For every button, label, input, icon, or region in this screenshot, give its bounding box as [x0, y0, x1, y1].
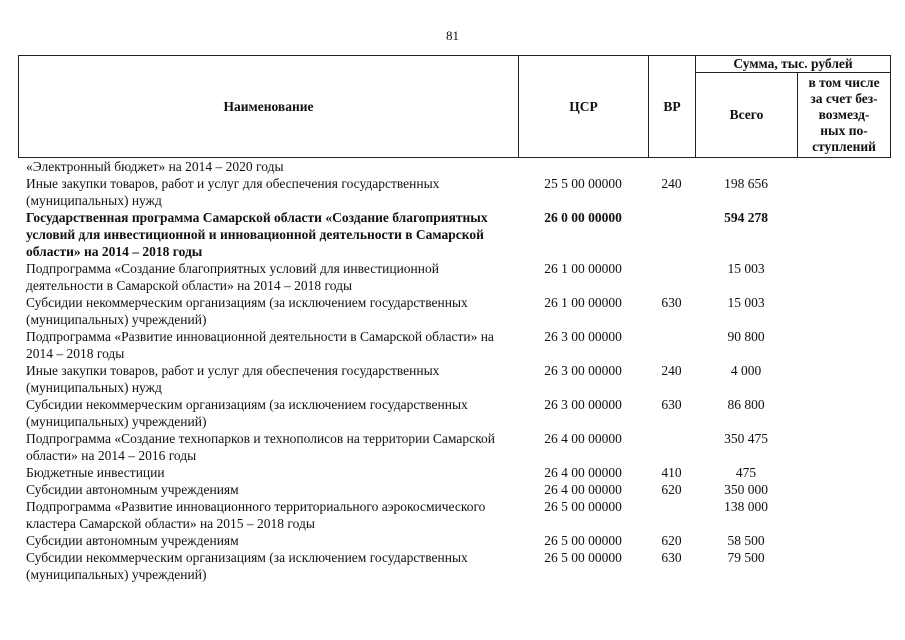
row-incl — [797, 362, 890, 396]
table-row — [18, 328, 890, 362]
row-total: 15 003 — [727, 261, 765, 276]
row-csr: 26 3 00 00000 — [544, 397, 622, 412]
row-csr: 26 0 00 00000 — [544, 210, 622, 225]
row-vr: 630 — [661, 295, 682, 310]
row-vr: 240 — [661, 176, 682, 191]
row-total: 350 000 — [724, 482, 768, 497]
table-row — [18, 532, 890, 549]
row-incl — [797, 328, 890, 362]
table-row — [18, 294, 890, 328]
table-row — [18, 481, 890, 498]
row-csr: 26 4 00 00000 — [544, 465, 622, 480]
row-csr: 25 5 00 00000 — [544, 176, 622, 191]
row-incl — [797, 158, 890, 175]
row-incl — [797, 498, 890, 532]
row-name: Подпрограмма «Создание благоприятных условий для инвестиционной деятельности в Самарской области» на 2014 – 2018 годы — [26, 261, 439, 293]
row-name: Субсидии некоммерческим организациям (за исключением государственных (муниципальных) учреждений) — [26, 295, 468, 327]
row-name: Подпрограмма «Создание технопарков и технополисов на территории Самарской области» на 2014 – 2016 годы — [26, 431, 495, 463]
header-vr: ВР — [649, 56, 696, 158]
row-csr: 26 5 00 00000 — [544, 550, 622, 565]
row-csr: 26 5 00 00000 — [544, 499, 622, 514]
table-header — [18, 55, 891, 158]
budget-table — [18, 55, 890, 583]
table-row — [18, 175, 890, 209]
header-incl — [798, 73, 891, 158]
row-total: 90 800 — [727, 329, 765, 344]
row-incl — [797, 294, 890, 328]
row-csr: 26 4 00 00000 — [544, 482, 622, 497]
row-name: «Электронный бюджет» на 2014 – 2020 годы — [26, 159, 284, 174]
header-incl-line: возмезд- — [818, 107, 870, 122]
header-total: Всего — [696, 73, 798, 158]
row-vr — [648, 430, 695, 464]
row-total: 4 000 — [730, 363, 762, 378]
row-csr: 26 1 00 00000 — [544, 295, 622, 310]
table-row — [18, 464, 890, 481]
page-number: 81 — [446, 28, 459, 43]
row-incl — [797, 209, 890, 260]
header-incl-line: ных по- — [820, 123, 868, 138]
row-name: Субсидии автономным учреждениям — [26, 482, 239, 497]
table-row — [18, 260, 890, 294]
row-incl — [797, 481, 890, 498]
row-name: Бюджетные инвестиции — [26, 465, 165, 480]
row-csr: 26 5 00 00000 — [544, 533, 622, 548]
row-vr — [648, 260, 695, 294]
table-row — [18, 396, 890, 430]
row-name: Подпрограмма «Развитие инновационного территориального аэрокосмического кластера Самарской области» на 2015 – 2018 годы — [26, 499, 486, 531]
header-sum-group: Сумма, тыс. рублей — [696, 56, 891, 73]
table-body — [18, 158, 890, 583]
row-vr — [648, 328, 695, 362]
row-csr: 26 4 00 00000 — [544, 431, 622, 446]
header-incl-line: за счет без- — [810, 91, 878, 106]
header-csr: ЦСР — [519, 56, 649, 158]
header-incl-line: ступлений — [812, 139, 876, 154]
row-incl — [797, 175, 890, 209]
header-incl-line: в том числе — [808, 75, 880, 90]
row-incl — [797, 532, 890, 549]
row-name: Подпрограмма «Развитие инновационной деятельности в Самарской области» на 2014 – 2018 годы — [26, 329, 494, 361]
row-incl — [797, 260, 890, 294]
row-incl — [797, 396, 890, 430]
row-total: 350 475 — [724, 431, 768, 446]
table-row — [18, 209, 890, 260]
row-name: Иные закупки товаров, работ и услуг для обеспечения государственных (муниципальных) нужд — [26, 363, 440, 395]
row-vr: 410 — [661, 465, 682, 480]
row-vr — [648, 158, 695, 175]
row-total: 86 800 — [727, 397, 765, 412]
row-total — [695, 158, 797, 175]
row-name: Субсидии автономным учреждениям — [26, 533, 239, 548]
row-total: 138 000 — [724, 499, 768, 514]
row-csr: 26 1 00 00000 — [544, 261, 622, 276]
row-total: 79 500 — [727, 550, 765, 565]
row-name: Субсидии некоммерческим организациям (за исключением государственных (муниципальных) учреждений) — [26, 397, 468, 429]
table-row — [18, 362, 890, 396]
table-row — [18, 498, 890, 532]
row-name: Субсидии некоммерческим организациям (за исключением государственных (муниципальных) учреждений) — [26, 550, 468, 582]
row-vr: 630 — [661, 550, 682, 565]
row-total: 58 500 — [727, 533, 765, 548]
row-name: Иные закупки товаров, работ и услуг для обеспечения государственных (муниципальных) нужд — [26, 176, 440, 208]
table-row — [18, 549, 890, 583]
row-csr — [518, 158, 648, 175]
row-vr: 630 — [661, 397, 682, 412]
row-total: 15 003 — [727, 295, 765, 310]
row-total: 475 — [735, 465, 757, 480]
row-incl — [797, 430, 890, 464]
row-csr: 26 3 00 00000 — [544, 363, 622, 378]
row-vr — [648, 498, 695, 532]
row-total: 594 278 — [724, 210, 768, 225]
row-total: 198 656 — [724, 176, 768, 191]
row-incl — [797, 549, 890, 583]
row-name: Государственная программа Самарской области «Создание благоприятных условий для инвестиционной и инновационной деятельности в Самарской области» на 2014 – 2018 годы — [26, 210, 488, 259]
row-csr: 26 3 00 00000 — [544, 329, 622, 344]
table-row — [18, 158, 890, 175]
table-row — [18, 430, 890, 464]
row-vr — [648, 209, 695, 260]
row-vr: 240 — [661, 363, 682, 378]
row-vr: 620 — [661, 482, 682, 497]
header-name: Наименование — [19, 56, 519, 158]
row-incl — [797, 464, 890, 481]
row-vr: 620 — [661, 533, 682, 548]
